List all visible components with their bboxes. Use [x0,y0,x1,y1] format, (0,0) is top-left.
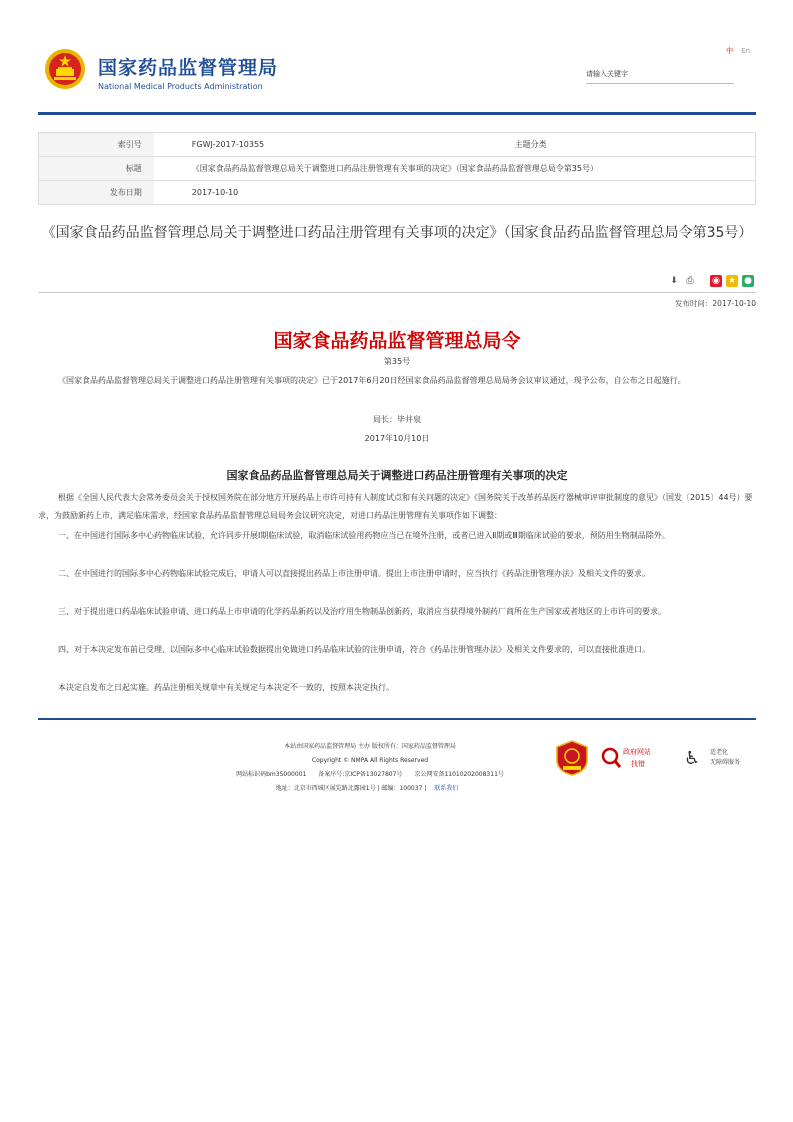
print-icon[interactable]: ⎙ [686,276,694,286]
document-meta-table [38,132,756,205]
footer-divider [38,718,756,720]
site-id: 网站标识码bm35000001 [236,771,307,778]
meta-row [39,157,756,181]
barrier-free-label: 无障碍服务 [710,759,741,766]
search-input[interactable]: 请输入关键字 [586,64,734,84]
clause-2-paragraph: 二、在中国进行的国际多中心药物临床试验完成后，申请人可以直接提出药品上市注册申请。提出上市注册申请时，应当执行《药品注册管理办法》及相关文件的要求。 [58,569,650,578]
icp-link[interactable]: 备案序号:京ICP备13027807号 [318,771,403,778]
article-title: 《国家食品药品监督管理总局关于调整进口药品注册管理有关事项的决定》（国家食品药品监督管理总局令第35号） [41,225,753,241]
footer-address-row [200,782,540,796]
footer-address: 地址：北京市西城区展览路北露园1号 | 邮编：100037 | [275,785,427,792]
publish-time: 发布时间：2017-10-10 [674,299,756,308]
meta-category-value [559,133,756,157]
site-logo-en[interactable]: National Medical Products Administration [98,82,263,91]
clause-4-paragraph: 四、对于本决定发布前已受理、以国际多中心临床试验数据提出免做进口药品临床试验的注册申请，符合《药品注册管理办法》及相关文件要求的，可以直接批准进口。 [58,645,650,654]
header-divider [38,112,756,115]
meta-row [39,133,756,157]
order-number: 第35号 [383,357,411,366]
language-switch [718,46,750,56]
site-logo-cn[interactable]: 国家药品监督管理局 [98,57,279,79]
footer-registration [200,768,540,782]
national-emblem-icon[interactable] [44,48,86,90]
article-toolbar [668,275,754,287]
meta-row [39,181,756,205]
signatory: 局长：毕井泉 [373,415,421,424]
weibo-share-icon[interactable]: ◉ [710,275,722,287]
accessibility-label [710,748,740,768]
footer-sponsor: 本站由国家药品监督管理局 主办 版权所有：国家药品监督管理局 [284,743,456,750]
accessibility-icon: ♿ [684,748,701,769]
meta-index-label: 索引号 [39,133,154,157]
meta-date-label: 发布日期 [39,181,154,205]
find-error-label: 找错 [631,760,645,768]
clause-3-paragraph: 三、对于提出进口药品临床试验申请、进口药品上市申请的化学药品新药以及治疗用生物制品创新药，取消应当获得境外制药厂商所在生产国家或者地区的上市许可的要求。 [58,607,666,616]
elderly-mode-label: 适老化 [710,749,729,756]
meta-title-label: 标题 [39,157,154,181]
qzone-share-icon[interactable]: ★ [727,276,737,286]
download-icon[interactable]: ⬇ [670,276,678,286]
contact-us-link[interactable]: 联系我们 [434,785,459,792]
site-header [38,40,756,112]
meta-date-value: 2017-10-10 [154,181,756,205]
magnifier-icon [601,747,621,769]
order-heading: 国家食品药品监督管理总局令 [273,330,521,352]
police-record-link[interactable]: 京公网安备11010202008311号 [414,771,504,778]
decision-title: 国家食品药品监督管理总局关于调整进口药品注册管理有关事项的决定 [226,469,568,482]
party-gov-badge-icon[interactable] [555,740,589,776]
lang-zh-link[interactable]: 中 [726,47,734,55]
lang-en-link[interactable]: En [741,47,750,55]
meta-title-value: 《国家食品药品监督管理总局关于调整进口药品注册管理有关事项的决定》（国家食品药品监督管理总局令第35号） [154,157,756,181]
footer-copyright: Copyright © NMPA All Rights Reserved [311,757,429,764]
accessibility-service[interactable] [682,748,748,772]
basis-paragraph: 根据《全国人民代表大会常务委员会关于授权国务院在部分地方开展药品上市许可持有人制度试点和有关问题的决定》《国务院关于改革药品医疗器械审评审批制度的意见》（国发〔2015〕44号）要求，为鼓励新药上市，满足临床需求，经国家食品药品监督管理总局局务会议研究决定，对进口药品注册管理有关事项作如下调整： [38,493,753,520]
gov-site-label: 政府网站 [623,748,651,756]
clause-1-paragraph: 一、在中国进行国际多中心药物临床试验，允许同步开展Ⅰ期临床试验，取消临床试验用药物应当已在境外注册，或者已进入Ⅱ期或Ⅲ期临床试验的要求，预防用生物制品除外。 [58,531,670,540]
meta-category-label: 主题分类 [474,133,558,157]
footer-info [200,740,540,796]
meta-index-value: FGWJ-2017-10355 [154,133,475,157]
toolbar-divider [38,292,756,293]
gov-site-error-report[interactable] [601,745,661,773]
closing-paragraph: 本决定自发布之日起实施。药品注册相关规章中有关规定与本决定不一致的，按照本决定执行。 [58,683,394,692]
intro-paragraph: 《国家食品药品监督管理总局关于调整进口药品注册管理有关事项的决定》已于2017年6月20日经国家食品药品监督管理总局局务会议审议通过，现予公布，自公布之日起施行。 [58,376,686,385]
wechat-share-icon[interactable]: ● [742,275,754,287]
sign-date: 2017年10月10日 [364,434,430,443]
